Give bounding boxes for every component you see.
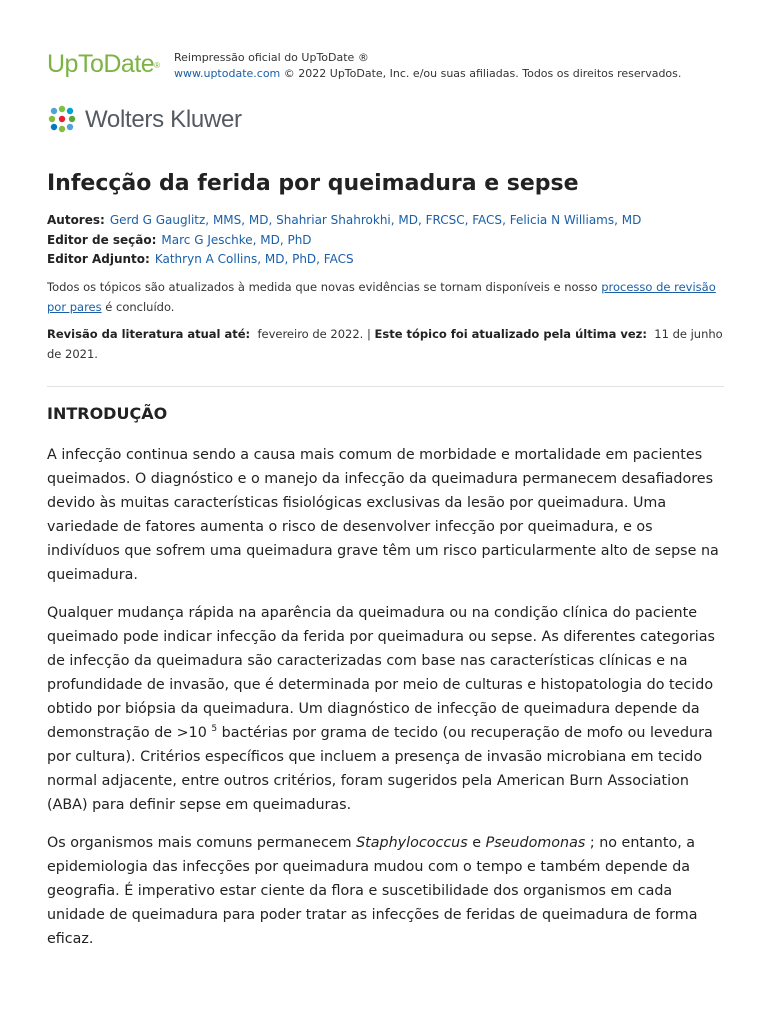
- section-body: [47, 443, 724, 965]
- paragraph: Os organismos mais comuns permanecem Staphylococcus e Pseudomonas ; no entanto, a epidemiologia das infecções por queimadura mudou com o tempo e também depende da geografia. É imperativo estar ciente da flora e suscetibilidade dos organismos em cada unidade de queimadura para poder tratar as infecções de feridas de queimadura de forma eficaz.: [47, 835, 698, 947]
- section-editor-label: Editor de seção:: [47, 232, 157, 247]
- article-metadata: [47, 211, 641, 270]
- reprint-line: Reimpressão oficial do UpToDate ®: [174, 51, 369, 64]
- copyright-line: [174, 66, 681, 82]
- organism-name: Pseudomonas: [485, 835, 586, 851]
- wolters-kluwer-logo: [47, 104, 267, 136]
- update-notice: Todos os tópicos são atualizados à medida que novas evidências se tornam disponíveis e nosso processo de revisão por pares é concluído.: [47, 280, 716, 314]
- deputy-editor-link[interactable]: Kathryn A Collins, MD, PhD, FACS: [154, 252, 354, 266]
- registered-mark: ®: [154, 61, 160, 70]
- organism-name: Staphylococcus: [356, 835, 468, 851]
- wolters-kluwer-mark-icon: [47, 104, 77, 134]
- copyright-text: © 2022 UpToDate, Inc. e/ou suas afiliadas. Todos os direitos reservados.: [280, 67, 682, 80]
- exponent: 5: [211, 724, 218, 735]
- paragraph: A infecção continua sendo a causa mais comum de morbidade e mortalidade em pacientes queimados. O diagnóstico e o manejo da infecção da queimadura permanecem desafiadores devido às muitas características fisiológicas exclusivas da lesão por queimadura. Uma variedade de fatores aumenta o risco de desenvolver infecção por queimadura, e os indivíduos que sofrem uma queimadura grave têm um risco particularmente alto de sepse na queimadura.: [47, 447, 719, 583]
- authors-label: Autores:: [47, 213, 105, 227]
- deputy-editor-row: [47, 250, 641, 270]
- page-header: [47, 48, 724, 88]
- review-dates: Revisão da literatura atual até: fevereiro de 2022. | Este tópico foi atualizado pela última vez: 11 de junho de 2021.: [47, 327, 723, 361]
- author-link[interactable]: Felicia N Williams, MD: [509, 213, 642, 227]
- uptodate-logo: UpToDate®: [47, 50, 160, 78]
- uptodate-site-link[interactable]: www.uptodate.com: [174, 67, 281, 80]
- review-label: Revisão da literatura atual até:: [47, 327, 251, 341]
- section-editor-link[interactable]: Marc G Jeschke, MD, PhD: [161, 232, 312, 247]
- author-link[interactable]: Gerd G Gauglitz, MMS, MD: [109, 213, 269, 227]
- publisher-name: Wolters Kluwer: [85, 106, 242, 133]
- paragraph: Qualquer mudança rápida na aparência da queimadura ou na condição clínica do paciente queimado pode indicar infecção da ferida por queimadura ou sepse. As diferentes categorias de infecção da queimadura são caracterizadas com base nas características clínicas e na profundidade de invasão, que é determinada por meio de culturas e histopatologia do tecido obtido por biópsia da queimadura. Um diagnóstico de infecção de queimadura depende da demonstração de >10 $^5$ bactérias por grama de tecido (ou recuperação de mofo ou levedura por cultura). Critérios específicos que incluem a presença de invasão microbiana em tecido normal adjacente, entre outros critérios, foram sugeridos pela American Burn Association (ABA) para definir sepse em queimaduras.: [47, 605, 715, 813]
- section-heading: INTRODUÇÃO: [47, 404, 168, 423]
- review-date: fevereiro de 2022.: [257, 327, 364, 341]
- section-divider: [47, 386, 724, 387]
- author-link[interactable]: Shahriar Shahrokhi, MD, FRCSC, FACS: [276, 213, 503, 227]
- deputy-editor-label: Editor Adjunto:: [47, 252, 150, 266]
- peer-review-link[interactable]: processo de revisão por pares: [47, 280, 716, 314]
- page-title: Infecção da ferida por queimadura e sepse: [47, 171, 579, 196]
- updated-date: 11 de junho de 2021.: [47, 327, 723, 361]
- authors-row: Autores: Gerd G Gauglitz, MMS, MD, Shahriar Shahrokhi, MD, FRCSC, FACS, Felicia N Williams, MD: [47, 213, 642, 227]
- updated-label: Este tópico foi atualizado pela última vez:: [374, 327, 647, 341]
- section-editor-row: [47, 231, 641, 251]
- reprint-notice: [174, 50, 681, 82]
